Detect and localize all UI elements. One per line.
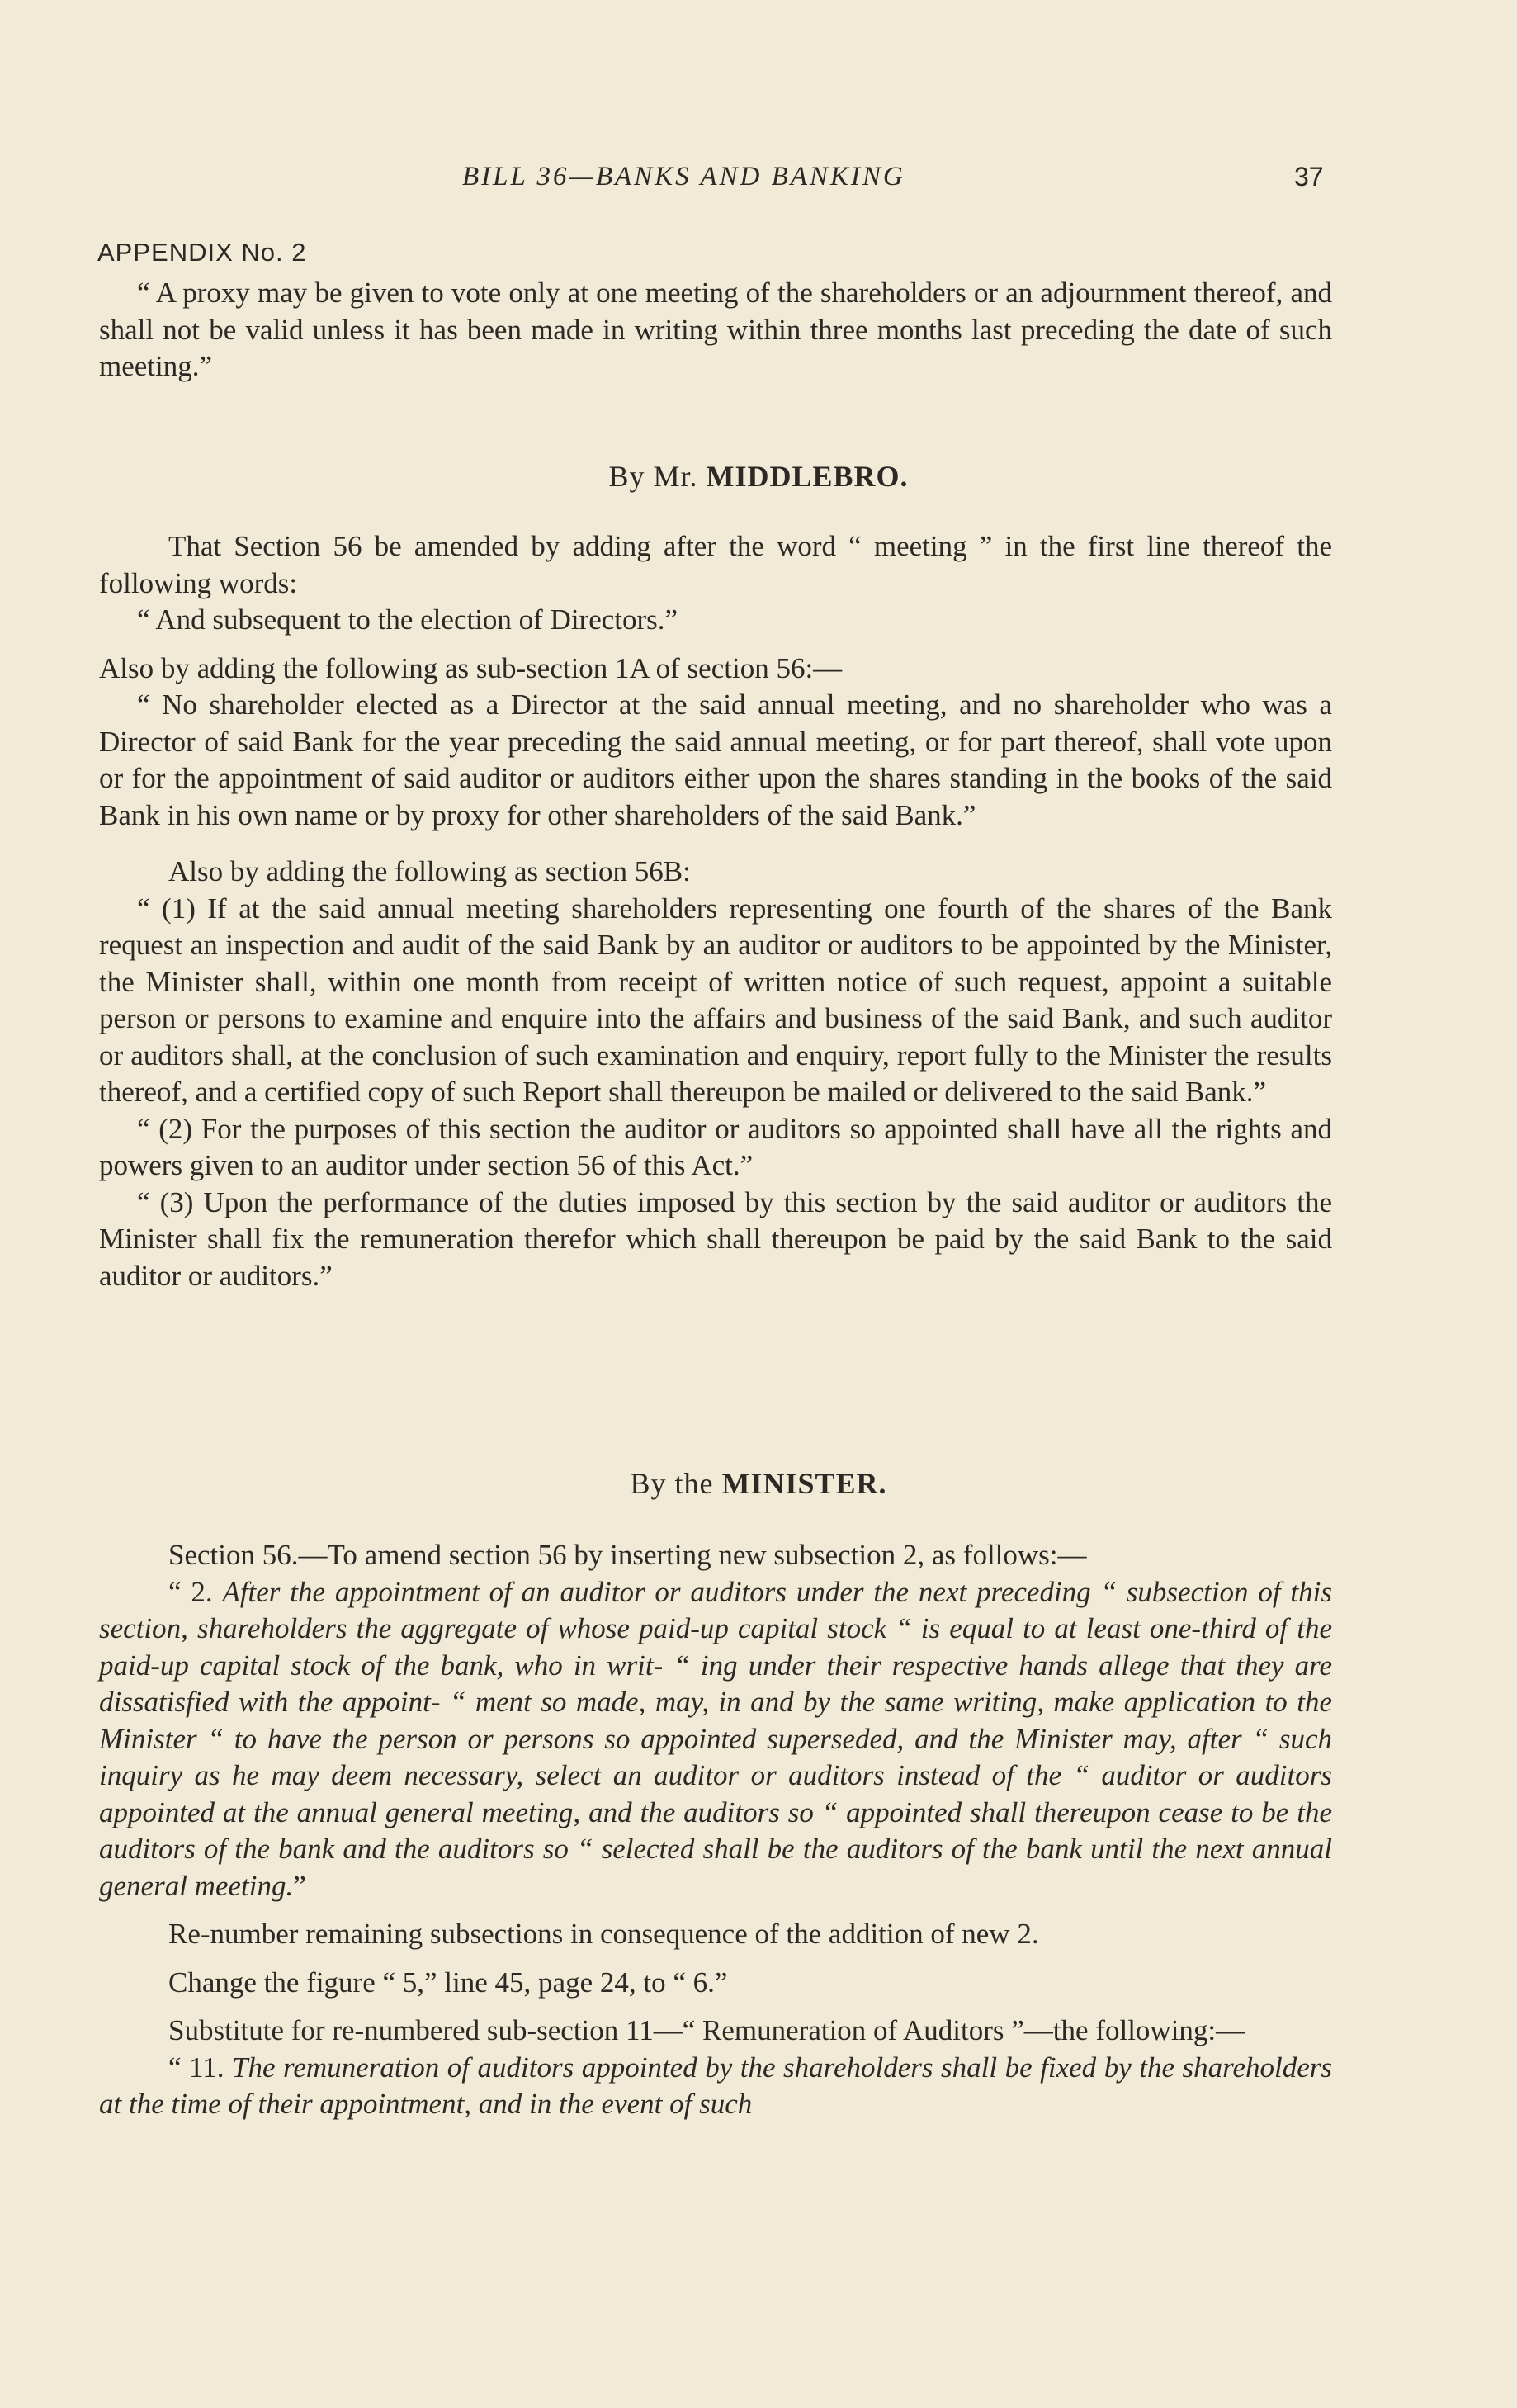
quote-open: “ 11. [168,2051,233,2084]
paragraph: Change the figure “ 5,” line 45, page 24, to “ 6.” [168,1966,728,1999]
quoted-subsection: “ No shareholder elected as a Director at the said annual meeting, and no shareholder who was a Director of said Bank for the year preceding the said annual meeting, or for part thereof, shall vote upon or for the appointment of said auditor or auditors either upon the shares standing in the books of the said Bank in his own name or by proxy for other shareholders of the said Bank.” [99,688,1332,831]
quote-close: ” [293,1869,306,1902]
paragraph: That Section 56 be amended by adding after the word “ meeting ” in the first line thereof the following words: [99,530,1332,599]
paragraph: Section 56.—To amend section 56 by inserting new subsection 2, as follows:— [168,1539,1087,1571]
heading-minister [0,1466,1517,1501]
running-title: BILL 36—BANKS AND BANKING [462,162,905,192]
quoted-words: “ And subsequent to the election of Directors.” [137,603,678,636]
quote-open: “ 2. [168,1575,223,1608]
final-text: The remuneration of auditors appointed by the shareholders shall be fixed by the shareholders at the time of their appointment, and in the event of such [99,2051,1332,2120]
amendment-quote [99,1574,1332,1905]
subsection-3: “ (3) Upon the performance of the duties imposed by this section by the said auditor or auditors the Minister shall fix the remuneration therefor which shall thereupon be paid by the said Bank to the said auditor or auditors.” [99,1185,1332,1292]
heading-name: MIDDLEBRO. [706,460,909,493]
final-quote [99,2050,1332,2123]
heading-prefix: By the [630,1467,722,1500]
heading-name: MINISTER. [721,1467,887,1500]
middlebro-body [99,528,1332,1294]
page-number: 37 [1294,162,1324,192]
subsection-2: “ (2) For the purposes of this section the auditor or auditors so appointed shall have all the rights and powers given to an auditor under section 56 of this Act.” [99,1112,1332,1181]
minister-body [99,1537,1332,2123]
heading-prefix: By Mr. [608,460,707,493]
heading-middlebro [0,459,1517,494]
paragraph: Re-number remaining subsections in consequence of the addition of new 2. [168,1918,1039,1950]
paragraph: Also by adding the following as sub-section 1A of section 56:— [99,651,843,684]
intro-quote: “ A proxy may be given to vote only at one meeting of the shareholders or an adjournment thereof, and shall not be valid unless it has been made in writing within three months last preceding the date of such meeting.” [99,277,1332,382]
paragraph: Substitute for re-numbered sub-section 11—“ Remuneration of Auditors ”—the following:— [168,2014,1245,2046]
appendix-label: APPENDIX No. 2 [97,238,307,267]
intro-quote-block [99,275,1332,386]
amendment-text: After the appointment of an auditor or auditors under the next preceding “ subsection of this section, shareholders the aggregate of whose paid-up capital stock “ is equal to at least one-third of the paid-up capital stock of the bank, who in writ- “ ing under their respective hands allege that they are dissatisfied with the appoint- “ ment so made, may, in and by the same writing, make application to the Minister “ to have the person or persons so appointed superseded, and the Minister may, after “ such inquiry as he may deem necessary, select an auditor or auditors instead of the “ auditor or auditors appointed at the annual general meeting, and the auditors so “ appointed shall thereupon cease to be the auditors of the bank and the auditors so “ selected shall be the auditors of the bank until the next annual general meeting. [99,1575,1332,1902]
paragraph: Also by adding the following as section 56B: [168,855,691,887]
subsection-1: “ (1) If at the said annual meeting shareholders representing one fourth of the shares of the Bank request an inspection and audit of the said Bank by an auditor or auditors to be appointed by the Minister, the Minister shall, within one month from receipt of written notice of such request, appoint a suitable person or persons to examine and enquire into the affairs and business of the said Bank, and such auditor or auditors shall, at the conclusion of such examination and enquiry, report fully to the Minister the results thereof, and a certified copy of such Report shall thereupon be mailed or delivered to the said Bank.” [99,892,1332,1108]
running-head [0,162,1517,205]
